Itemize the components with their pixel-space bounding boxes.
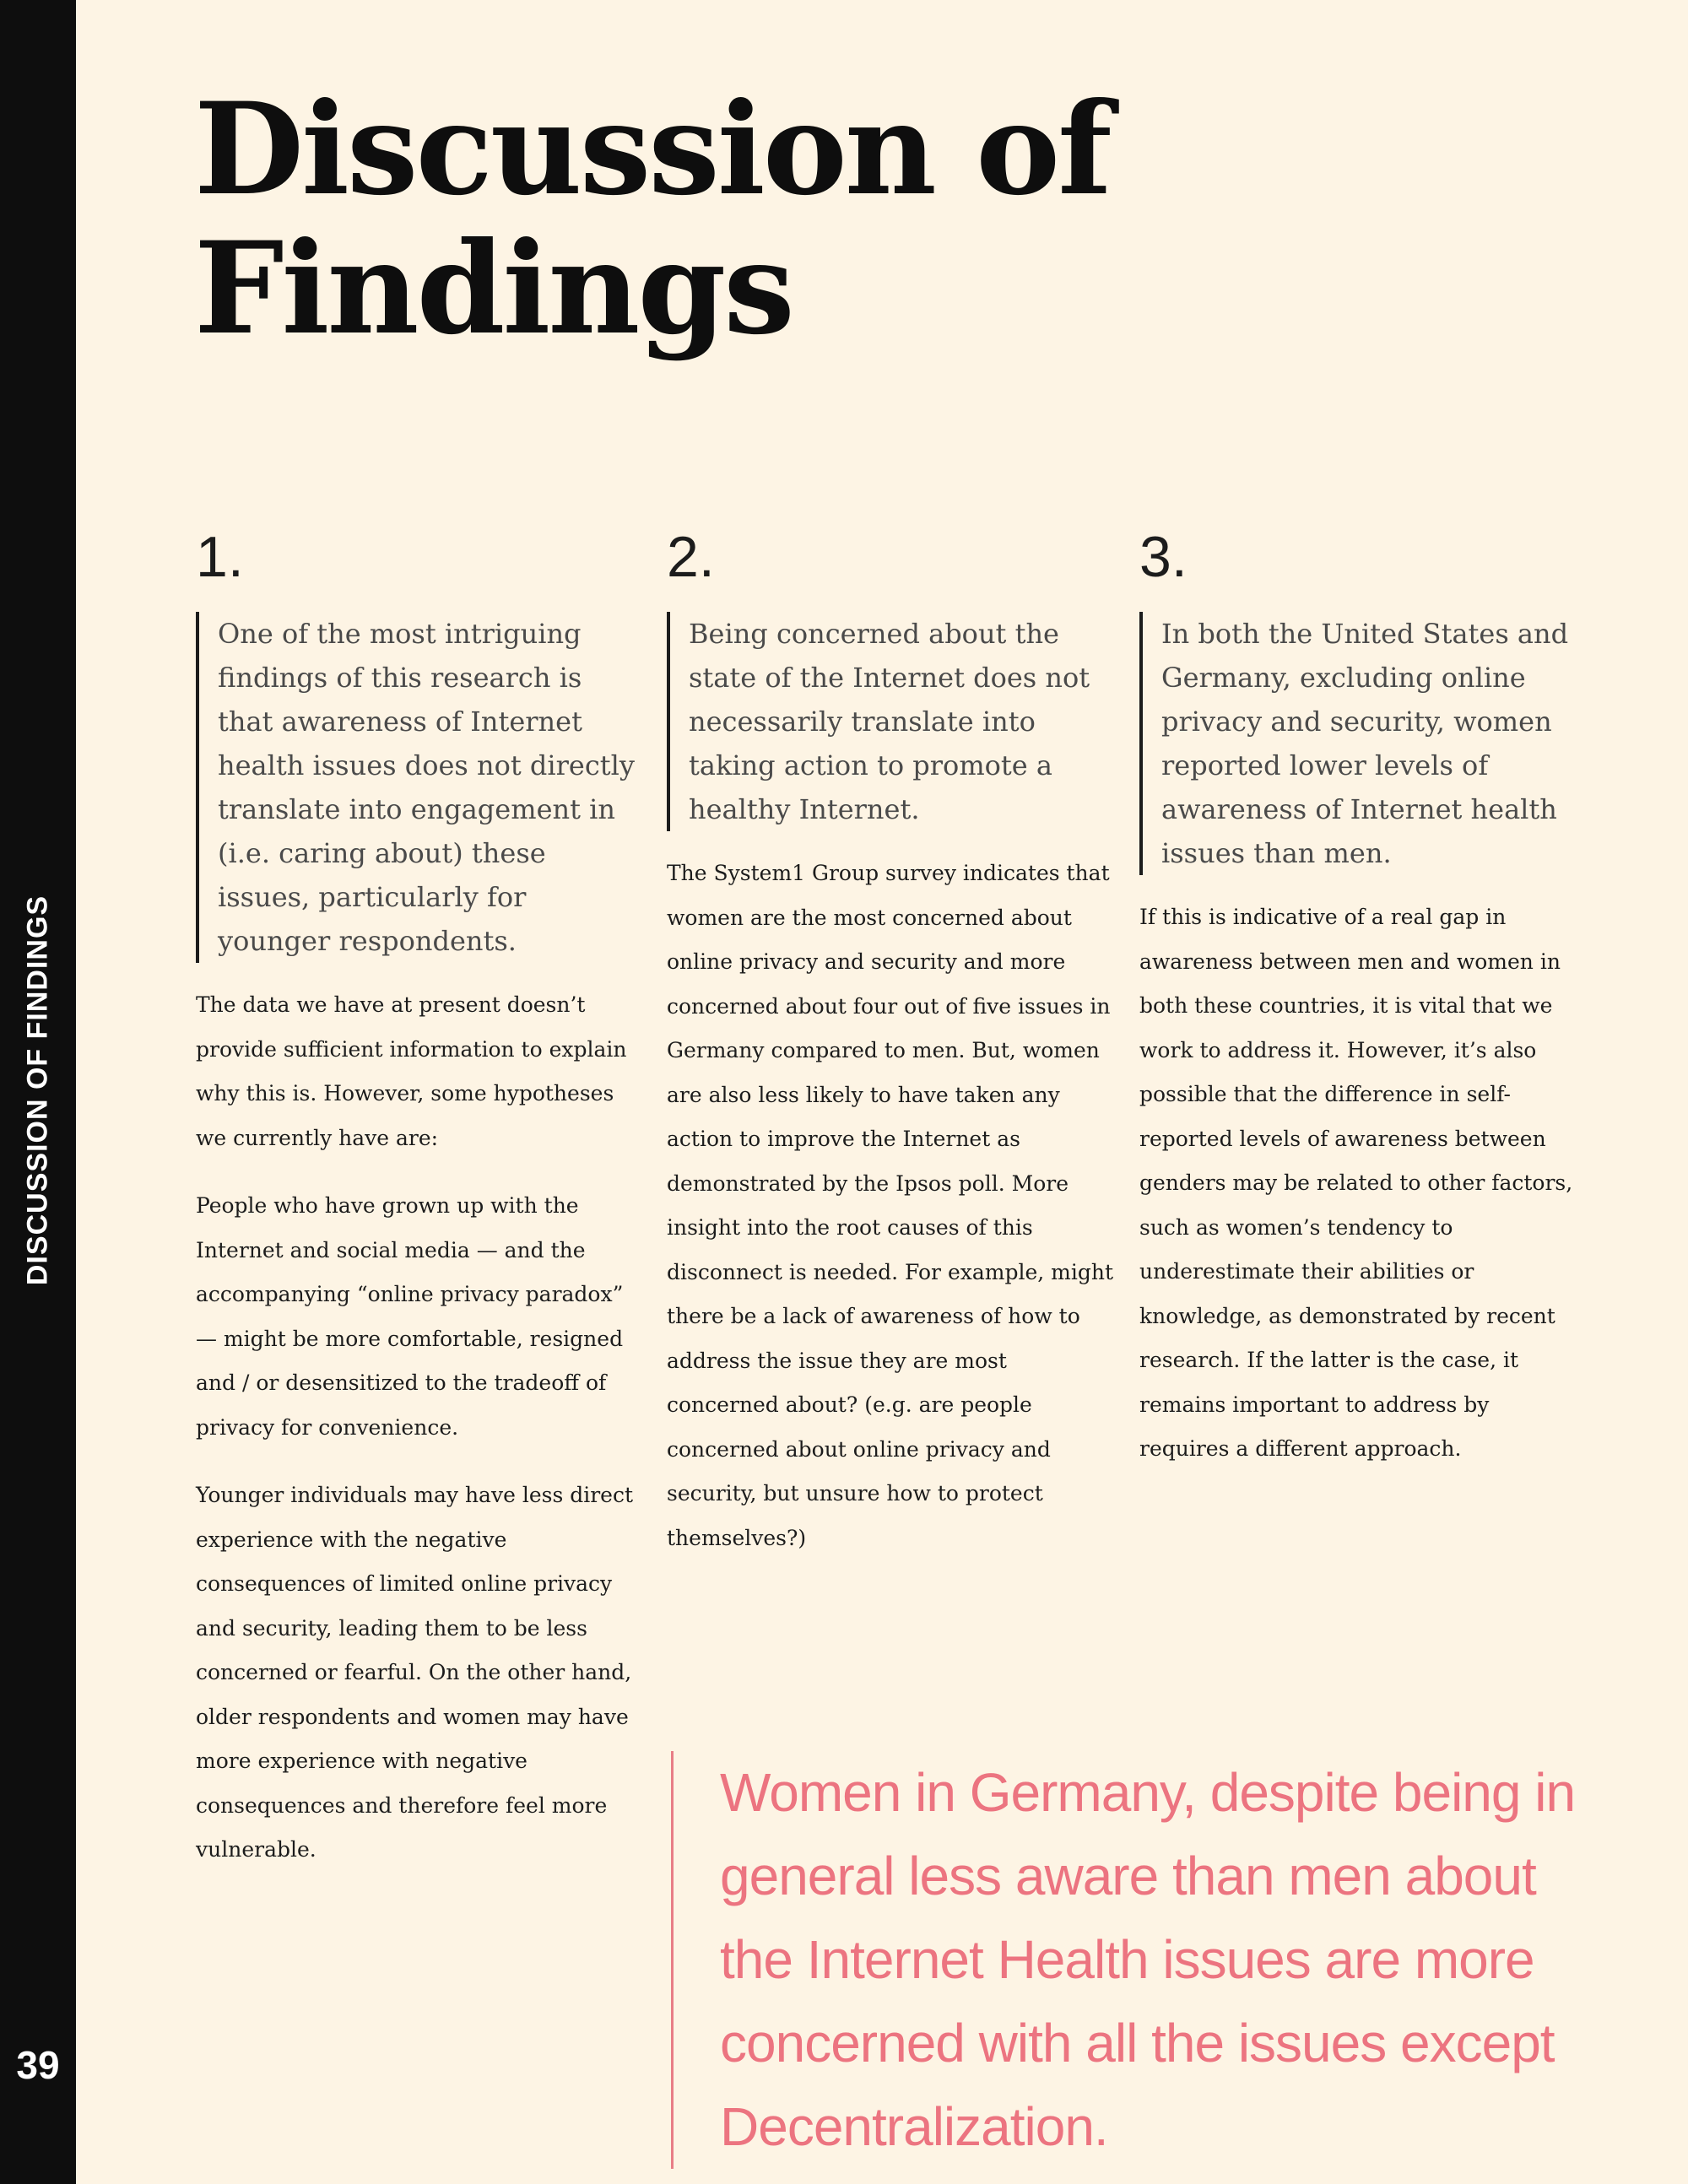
body-paragraph: The System1 Group survey indicates that women are the most concerned about online privacy and security and more concerned about four out of five issues in Germany compared to men. But, women are also less likely to have taken any action to improve the Internet as demonstrated by the Ipsos poll. More insight into the root causes of this disconnect is needed. For example, might there be a lack of awareness of how to address the issue they are most concerned about? (e.g. are people concerned about online privacy and security, but unsure how to protect themselves?) <box>667 861 1114 1550</box>
body-paragraph: People who have grown up with the Internet and social media — and the accompanying “online privacy paradox” — might be more comfortable, resigned and / or desensitized to the tradeoff of privacy for convenience. <box>196 1193 624 1440</box>
finding-lead: In both the United States and Germany, excluding online privacy and security, women reported lower levels of awareness of Internet health issues than men. <box>1139 612 1582 875</box>
finding-number: 2. <box>667 525 715 589</box>
page-title: Discussion of Findings <box>194 75 1110 363</box>
sidebar <box>0 0 76 2184</box>
page-number: 39 <box>16 2043 60 2087</box>
finding-number: 3. <box>1139 525 1188 589</box>
finding-number: 1. <box>196 525 244 589</box>
body-paragraph: If this is indicative of a real gap in awareness between men and women in both these countries, it is vital that we work to address it. However, it’s also possible that the difference in self-reported levels of awareness between genders may be related to other factors, such as women’s tendency to underestimate their abilities or knowledge, as demonstrated by recent research. If the latter is the case, it remains important to address by requires a different approach. <box>1139 905 1573 1461</box>
finding-column-2 <box>667 523 1118 1584</box>
finding-lead: One of the most intriguing findings of this research is that awareness of Internet health issues does not directly translate into engagement in (i.e. caring about) these issues, particularly for younger respondents. <box>196 612 643 963</box>
finding-column-3 <box>1139 523 1582 1495</box>
finding-column-1 <box>196 523 643 1896</box>
finding-lead: Being concerned about the state of the Internet does not necessarily translate into taking action to promote a healthy Internet. <box>667 612 1118 831</box>
pull-quote: Women in Germany, despite being in general less aware than men about the Internet Health issues are more concerned with all the issues except Decentralization. <box>671 1751 1616 2169</box>
body-paragraph: Younger individuals may have less direct experience with the negative consequences of limited online privacy and security, leading them to be less concerned or fearful. On the other hand, older respondents and women may have more experience with negative consequences and therefore feel more vulnerable. <box>196 1483 634 1862</box>
section-label: DISCUSSION OF FINDINGS <box>21 895 54 1286</box>
body-paragraph: The data we have at present doesn’t provide sufficient information to explain why this is. However, some hypotheses we currently have are: <box>196 992 627 1150</box>
